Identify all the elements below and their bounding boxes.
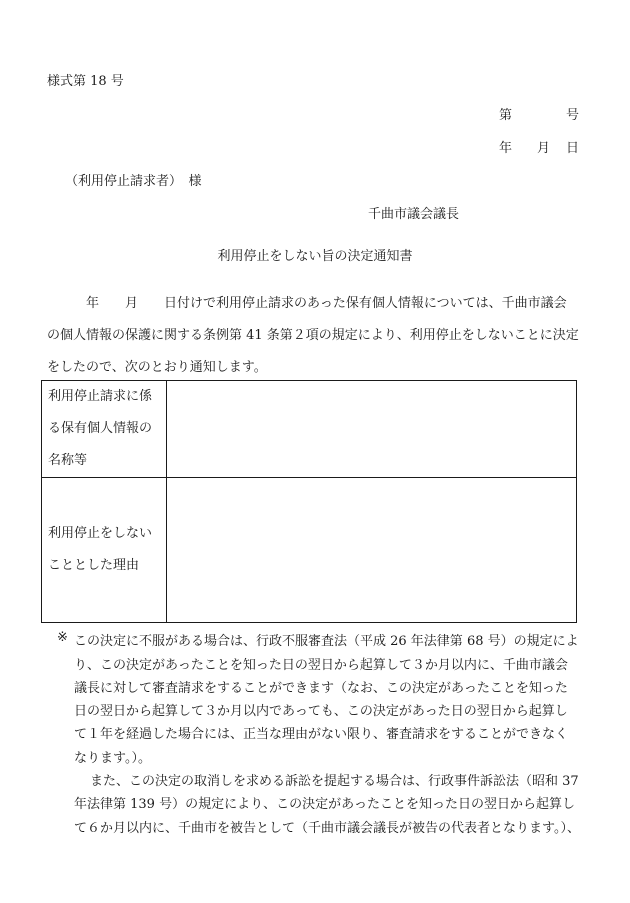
body-line-1: 年 月 日付けで利用停止請求のあった保有個人情報については、千曲市議会 [47, 296, 567, 311]
table-row [42, 478, 577, 623]
date-day: 日 [565, 141, 579, 156]
row-label-target-info [42, 381, 167, 478]
note-line: り、この決定があったことを知った日の翌日から起算して３か月以内に、千曲市議会 [74, 658, 568, 673]
row-value-target-info [167, 381, 577, 478]
label-line: 名称等 [48, 453, 88, 468]
row-value-reason [167, 478, 577, 623]
note-line: 年法律第 139 号）の規定により、この決定があったことを知った日の翌日から起算し [74, 797, 575, 812]
note-line: また、この決定の取消しを求める訴訟を提起する場合は、行政事件訴訟法（昭和 37 [90, 774, 579, 789]
addressee: （利用停止請求者） 様 [65, 174, 202, 189]
note-line: て６か月以内に、千曲市を被告として（千曲市議会議長が被告の代表者となります。）、 [74, 821, 580, 836]
number-suffix: 号 [565, 108, 579, 123]
label-line: 利用停止をしない [48, 526, 153, 541]
number-prefix: 第 [499, 108, 513, 123]
row-label-reason [42, 478, 167, 623]
body-line-2: の個人情報の保護に関する条例第 41 条第２項の規定により、利用停止をしないことに決定 [47, 328, 579, 343]
note-line: 日の翌日から起算して３か月以内であっても、この決定があった日の翌日から起算し [74, 704, 568, 719]
sender: 千曲市議会議長 [368, 207, 460, 222]
document-date [499, 137, 579, 156]
document-title: 利用停止をしない旨の決定通知書 [217, 249, 413, 264]
label-line: こととした理由 [48, 558, 140, 573]
note-line: 議長に対して審査請求をすることができます（なお、この決定があったことを知った [74, 681, 568, 696]
document-number [499, 104, 579, 123]
label-line: る保有個人情報の [48, 421, 153, 436]
date-year: 年 [499, 141, 513, 156]
body-line-3: をしたので、次のとおり通知します。 [47, 360, 267, 375]
form-number: 様式第 18 号 [47, 74, 124, 89]
info-table [41, 380, 577, 623]
label-line: 利用停止請求に係 [48, 389, 153, 404]
note-line: なります。）。 [74, 751, 151, 766]
note-line: て１年を経過した場合には、正当な理由がない限り、審査請求をすることができなく [74, 727, 569, 742]
note-line: この決定に不服がある場合は、行政不服審査法（平成 26 年法律第 68 号）の規定によ [74, 634, 579, 649]
note-mark: ※ [57, 630, 68, 645]
table-row [42, 381, 577, 478]
date-month: 月 [537, 141, 551, 156]
